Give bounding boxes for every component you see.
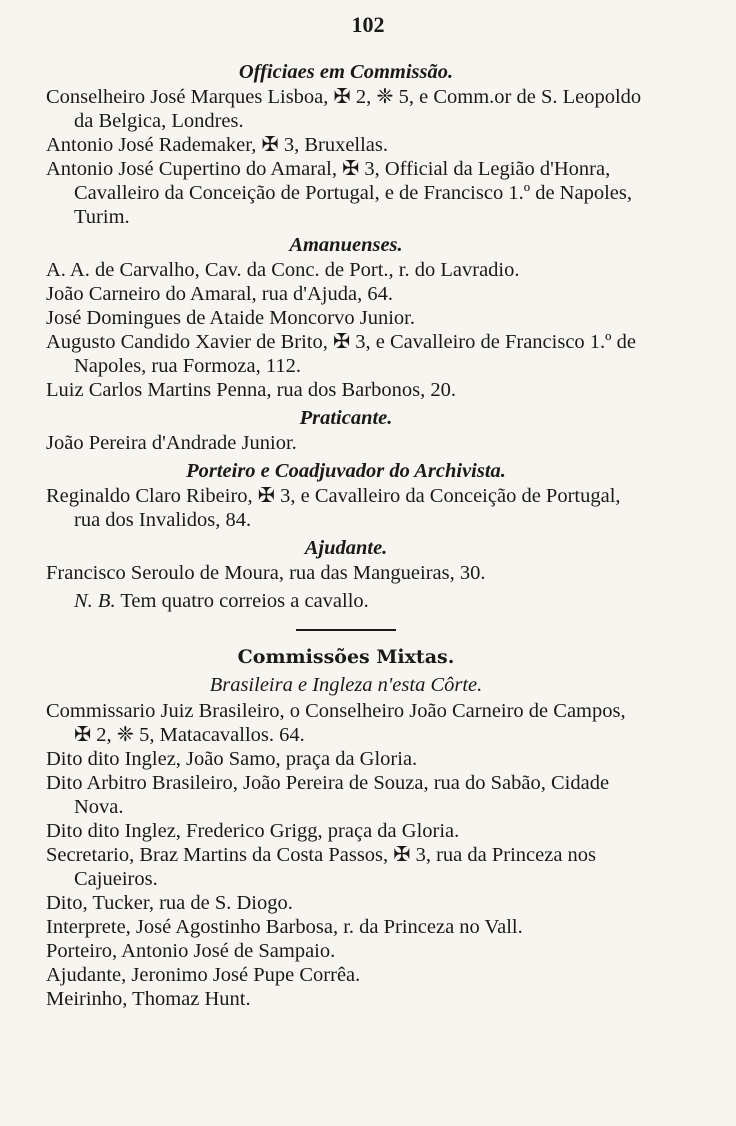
section-heading-officiaes: Officiaes em Commissão. [238, 61, 454, 83]
nota-bene [46, 589, 646, 613]
entry: Luiz Carlos Martins Penna, rua dos Barbonos, 20. [46, 379, 456, 401]
entry: Commissario Juiz Brasileiro, o Conselheiro João Carneiro de Campos, ✠ 2, ❈ 5, Matacavallos. 64. [46, 700, 626, 746]
entry: Dito Arbitro Brasileiro, João Pereira de Souza, rua do Sabão, Cidade Nova. [46, 772, 610, 818]
section-heading-praticante: Praticante. [299, 407, 393, 429]
entry: A. A. de Carvalho, Cav. da Conc. de Port., r. do Lavradio. [46, 259, 520, 281]
section-heading-amanuenses: Amanuenses. [289, 234, 403, 256]
entry: Meirinho, Thomaz Hunt. [46, 988, 251, 1010]
entry: Ajudante, Jeronimo José Pupe Corrêa. [46, 964, 361, 986]
entry: Augusto Candido Xavier de Brito, ✠ 3, e Cavalleiro de Francisco 1.º de Napoles, rua Formoza, 112. [46, 331, 636, 377]
section-heading-commissoes: Commissões Mixtas. [237, 646, 455, 668]
entry: Dito dito Inglez, Frederico Grigg, praça da Gloria. [46, 820, 460, 842]
entry: Secretario, Braz Martins da Costa Passos, ✠ 3, rua da Princeza nos Cajueiros. [46, 844, 597, 890]
entry: Dito dito Inglez, João Samo, praça da Gloria. [46, 748, 418, 770]
page-content [46, 56, 646, 1011]
section-heading-porteiro: Porteiro e Coadjuvador do Archivista. [186, 460, 506, 482]
entry: Porteiro, Antonio José de Sampaio. [46, 940, 336, 962]
entry: Francisco Seroulo de Moura, rua das Mangueiras, 30. [46, 562, 486, 584]
entry: João Carneiro do Amaral, rua d'Ajuda, 64. [46, 283, 393, 305]
entry: Conselheiro José Marques Lisboa, ✠ 2, ❈ 5, e Comm.or de S. Leopoldo da Belgica, Londres. [46, 86, 642, 132]
entry: Antonio José Rademaker, ✠ 3, Bruxellas. [46, 134, 389, 156]
entry: Reginaldo Claro Ribeiro, ✠ 3, e Cavalleiro da Conceição de Portugal, rua dos Invalidos, 84. [46, 485, 621, 531]
section-heading-ajudante: Ajudante. [304, 537, 388, 559]
section-subheading-commissoes: Brasileira e Ingleza n'esta Côrte. [209, 674, 483, 696]
nota-bene-abbr: N. B. [74, 590, 116, 612]
entry: Antonio José Cupertino do Amaral, ✠ 3, Official da Legião d'Honra, Cavalleiro da Conceição de Portugal, e de Francisco 1.º de Napoles, Turim. [46, 158, 632, 228]
entry: Dito, Tucker, rua de S. Diogo. [46, 892, 293, 914]
entry: João Pereira d'Andrade Junior. [46, 432, 297, 454]
page-number: 102 [351, 12, 385, 37]
nota-bene-text: Tem quatro correios a cavallo. [120, 590, 369, 612]
section-divider [296, 629, 396, 631]
entry: José Domingues de Ataide Moncorvo Junior. [46, 307, 415, 329]
entry: Interprete, José Agostinho Barbosa, r. da Princeza no Vall. [46, 916, 523, 938]
